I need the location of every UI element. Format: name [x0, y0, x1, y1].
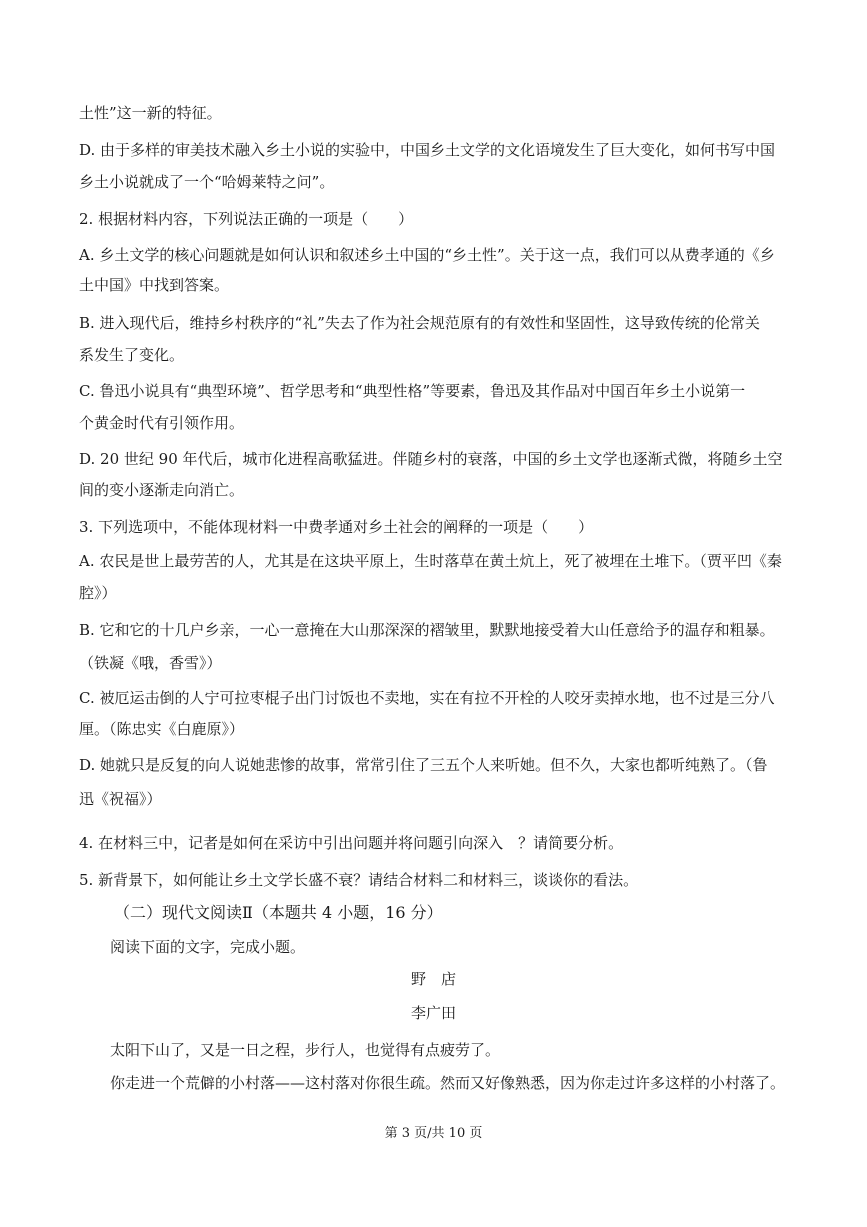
text-line: 系发生了变化。	[79, 346, 185, 364]
section-heading: （二）现代文阅读Ⅱ（本题共 4 小题，16 分）	[114, 903, 443, 922]
option-b-line: B. 进入现代后，维持乡村秩序的“礼”失去了作为社会规范原有的有效性和坚固性，这导致传统的伦常关	[79, 314, 760, 332]
story-title: 野 店	[410, 970, 456, 988]
instruction-line: 阅读下面的文字，完成小题。	[110, 938, 306, 956]
option-a-line: A. 乡土文学的核心问题就是如何认识和叙述乡土中国的“乡土性”。关于这一点，我们可以从费孝通的《乡	[79, 246, 775, 264]
text-line: 迅《祝福》）	[79, 790, 162, 808]
option-a-line: A. 农民是世上最劳苦的人，尤其是在这块平原上，生时落草在黄土炕上，死了被埋在土堆下。（贾平凹《秦	[79, 552, 782, 570]
text-line: 土中国》中找到答案。	[79, 276, 230, 294]
option-d-line: D. 她就只是反复的向人说她悲惨的故事，常常引住了三五个人来听她。但不久，大家也都听纯熟了。（鲁	[79, 756, 768, 774]
text-line: 个黄金时代有引领作用。	[79, 414, 245, 432]
option-d-line: D. 20 世纪 90 年代后，城市化进程高歌猛进。伴随乡村的衰落，中国的乡土文学也逐渐式微，将随乡土空	[79, 450, 783, 468]
paragraph-line: 太阳下山了，又是一日之程，步行人，也觉得有点疲劳了。	[110, 1041, 501, 1059]
text-line: （铁凝《哦，香雪》）	[79, 654, 222, 672]
text-line: 腔》）	[79, 584, 117, 602]
page-footer: 第 3 页/共 10 页	[384, 1126, 483, 1141]
text-line: 乡土小说就成了一个“哈姆莱特之问”。	[79, 173, 335, 191]
option-d-line: D. 由于多样的审美技术融入乡土小说的实验中，中国乡土文学的文化语境发生了巨大变化，如何书写中国	[79, 141, 776, 159]
option-c-line: C. 鲁迅小说具有“典型环境”、哲学思考和“典型性格”等要素，鲁迅及其作品对中国百年乡土小说第一	[79, 382, 746, 400]
story-author: 李广田	[410, 1004, 456, 1022]
text-line: 土性”这一新的特征。	[79, 104, 222, 122]
text-line: 间的变小逐渐走向消亡。	[79, 481, 245, 499]
text-line: 厘。（陈忠实《白鹿原》）	[79, 720, 245, 738]
question-3: 3. 下列选项中，不能体现材料一中费孝通对乡土社会的阐释的一项是（ ）	[79, 518, 594, 536]
question-4: 4. 在材料三中，记者是如何在采访中引出问题并将问题引向深入 ？请简要分析。	[79, 834, 624, 852]
question-5: 5. 新背景下，如何能让乡土文学长盛不衰？请结合材料二和材料三，谈谈你的看法。	[79, 871, 639, 889]
option-c-line: C. 被厄运击倒的人宁可拉枣棍子出门讨饭也不卖地，实在有拉不开栓的人咬牙卖掉水地，也不过是三分八	[79, 689, 775, 707]
option-b-line: B. 它和它的十几户乡亲，一心一意掩在大山那深深的褶皱里，默默地接受着大山任意给予的温存和粗暴。	[79, 621, 775, 639]
paragraph-line: 你走进一个荒僻的小村落——这村落对你很生疏。然而又好像熟悉，因为你走过许多这样的小村落了。	[110, 1074, 786, 1092]
question-2: 2. 根据材料内容，下列说法正确的一项是（ ）	[79, 210, 414, 228]
